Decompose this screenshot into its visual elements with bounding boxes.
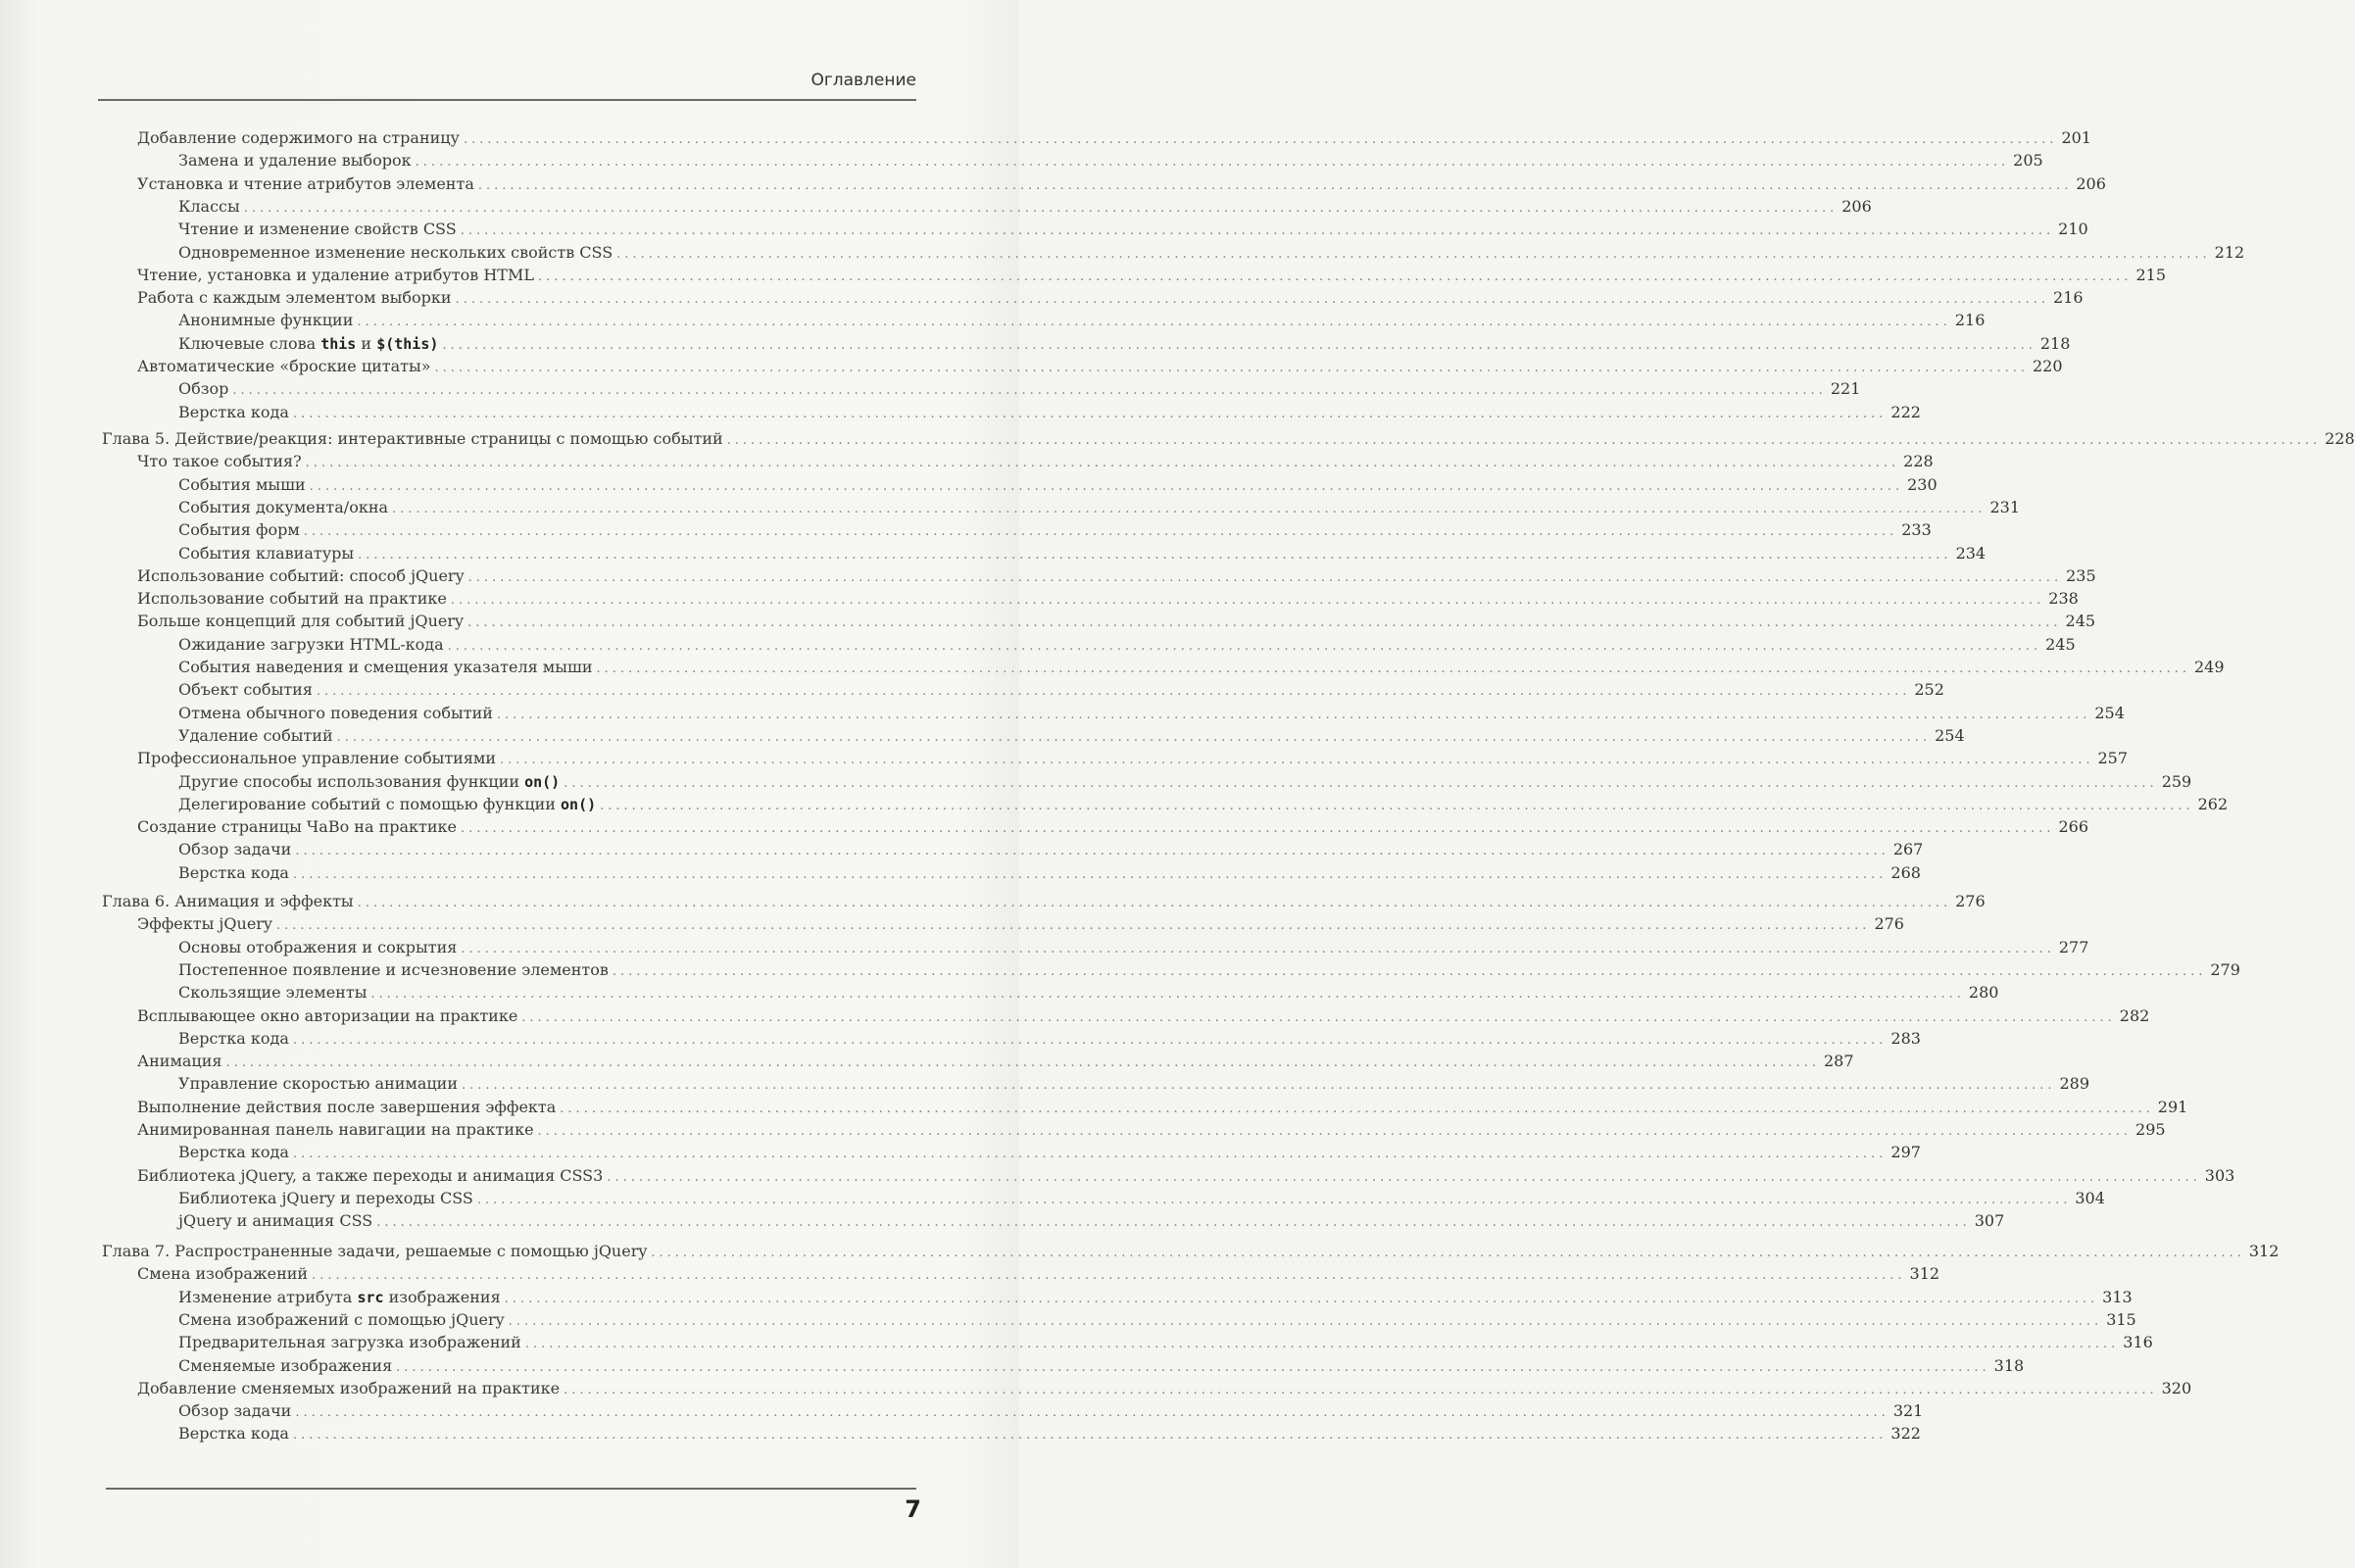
toc-entry-text: Постепенное появление и исчезновение элементов — [178, 959, 609, 979]
toc-dot-leader: ........................................................................................................................................................................................................ — [358, 547, 1952, 563]
toc-entry-text: Эффекты jQuery — [137, 914, 272, 934]
toc-dot-leader: ........................................................................................................................................................................................................ — [292, 1428, 1888, 1444]
toc-entry-title — [178, 241, 613, 264]
toc-entry-text: Работа с каждым элементом выборки — [137, 288, 452, 308]
toc-dot-leader: ........................................................................................................................................................................................................ — [467, 615, 2062, 631]
toc-page-number: 238 — [2048, 589, 2079, 609]
toc-entry-text: Основы отображения и сокрытия — [178, 937, 458, 956]
toc-dot-leader: ........................................................................................................................................................................................................ — [462, 1078, 2056, 1094]
toc-entry-title — [102, 890, 354, 912]
toc-entry-text: Сменяемые изображения — [178, 1355, 393, 1375]
toc-entry-title — [178, 936, 457, 958]
toc-entry-title — [178, 149, 412, 172]
toc-entry-text: Чтение, установка и удаление атрибутов HTML — [137, 265, 534, 284]
toc-entry-title — [178, 518, 300, 541]
toc-page-number: 230 — [1907, 474, 1938, 494]
toc-page-number: 313 — [2102, 1287, 2133, 1306]
toc-entry-text: Создание страницы ЧаВо на практике — [137, 817, 458, 837]
toc-page-number: 276 — [1874, 914, 1904, 934]
toc-page-number: 216 — [2053, 288, 2084, 308]
toc-entry-text: Ожидание загрузки HTML-кода — [178, 634, 444, 654]
toc-page-number: 252 — [1914, 680, 1944, 700]
toc-page-number: 259 — [2161, 771, 2192, 791]
toc-dot-leader: ........................................................................................................................................................................................................ — [616, 246, 2211, 262]
toc-dot-leader: ........................................................................................................................................................................................................ — [726, 433, 2322, 448]
toc-entry-title — [137, 1004, 517, 1027]
toc-dot-leader: ........................................................................................................................................................................................................ — [467, 569, 2063, 585]
toc-entry-code: this — [320, 334, 357, 353]
toc-entry-title — [178, 1399, 291, 1422]
toc-entry-text: Обзор — [178, 379, 229, 399]
toc-dot-leader: ........................................................................................................................................................................................................ — [396, 1359, 1990, 1375]
toc-entry-text: Другие способы использования функции — [178, 771, 525, 791]
toc-subsection — [178, 1187, 2105, 1209]
toc-page-number: 215 — [2135, 265, 2166, 284]
toc-dot-leader: ........................................................................................................................................................................................................ — [392, 501, 1987, 516]
toc-dot-leader: ........................................................................................................................................................................................................ — [508, 1313, 2103, 1329]
toc-entry-title — [178, 1422, 289, 1445]
toc-dot-leader: ........................................................................................................................................................................................................ — [564, 775, 2158, 791]
toc-dot-leader: ........................................................................................................................................................................................................ — [312, 1268, 1906, 1284]
toc-page-number: 245 — [2065, 612, 2096, 631]
toc-subsection — [178, 770, 2192, 793]
toc-subsection — [178, 793, 2229, 815]
toc-entry-title — [178, 1331, 521, 1353]
toc-entry-title — [178, 1027, 289, 1050]
toc-section — [137, 564, 2096, 587]
toc-page-number: 206 — [1841, 196, 1872, 216]
toc-page-number: 316 — [2123, 1333, 2153, 1352]
toc-subsection — [178, 1141, 1921, 1163]
toc-page-number: 287 — [1823, 1052, 1854, 1071]
toc-entry-text: Чтение и изменение свойств CSS — [178, 220, 457, 239]
toc-dot-leader: ........................................................................................................................................................................................................ — [537, 1124, 2133, 1139]
toc-entry-title — [178, 958, 609, 981]
toc-page-number: 289 — [2059, 1074, 2090, 1094]
toc-dot-leader: ........................................................................................................................................................................................................ — [292, 866, 1888, 882]
toc-entry-text: Делегирование событий с помощью функции — [178, 794, 562, 813]
toc-dot-leader: ........................................................................................................................................................................................................ — [292, 1032, 1888, 1048]
toc-entry-title — [137, 587, 447, 610]
toc-dot-leader: ........................................................................................................................................................................................................ — [243, 200, 1839, 216]
toc-page-number: 277 — [2058, 937, 2089, 956]
toc-entry-title — [178, 656, 593, 678]
toc-page-number: 220 — [2033, 357, 2063, 375]
toc-page-number: 210 — [2058, 220, 2088, 239]
toc-entry-title — [137, 286, 452, 309]
toc-subsection — [178, 1286, 2133, 1308]
toc-page-number: 233 — [1901, 520, 1932, 540]
toc-dot-leader: ........................................................................................................................................................................................................ — [607, 1169, 2201, 1185]
toc-entry-text: Использование событий: способ jQuery — [137, 565, 465, 585]
toc-entry-text: изображения — [383, 1287, 501, 1306]
running-head: Оглавление — [810, 71, 916, 90]
toc-entry-text: Добавление сменяемых изображений на практике — [137, 1378, 561, 1397]
toc-entry-title — [137, 264, 534, 286]
toc-entry-text: Предварительная загрузка изображений — [178, 1333, 521, 1352]
toc-section — [137, 1164, 2235, 1187]
toc-section — [137, 1262, 1940, 1285]
toc-entry-title — [178, 702, 493, 724]
toc-section — [137, 355, 2063, 377]
toc-entry-text: Смена изображений — [137, 1264, 309, 1284]
toc-page-number: 222 — [1890, 402, 1921, 421]
toc-dot-leader: ........................................................................................................................................................................................................ — [295, 844, 1889, 859]
toc-dot-leader: ........................................................................................................................................................................................................ — [537, 269, 2133, 284]
toc-page-number: 315 — [2106, 1309, 2136, 1329]
toc-page-number: 267 — [1892, 840, 1924, 859]
toc-page-number: 206 — [2076, 173, 2106, 193]
toc-dot-leader: ........................................................................................................................................................................................................ — [336, 729, 1932, 745]
toc-subsection — [178, 241, 2245, 264]
toc-entry-text: Управление скоростью анимации — [178, 1074, 459, 1094]
toc-entry-code: on() — [524, 772, 561, 791]
toc-subsection — [178, 678, 1944, 701]
toc-dot-leader: ........................................................................................................................................................................................................ — [461, 821, 2055, 837]
toc-entry-title — [137, 610, 464, 632]
toc-entry-title — [178, 218, 457, 240]
toc-dot-leader: ........................................................................................................................................................................................................ — [500, 753, 2094, 768]
toc-subsection — [178, 958, 2240, 981]
toc-subsection — [178, 981, 1999, 1004]
toc-entry-title — [137, 1262, 308, 1285]
toc-page-number: 312 — [2248, 1242, 2280, 1260]
toc-dot-leader: ........................................................................................................................................................................................................ — [460, 223, 2055, 239]
toc-entry-title — [178, 542, 354, 564]
toc-entry-text: События мыши — [178, 474, 306, 494]
toc-page-number: 279 — [2210, 959, 2240, 979]
toc-subsection — [178, 1331, 2153, 1353]
toc-entry-title — [137, 355, 431, 377]
toc-entry-text: Анимированная панель навигации на практике — [137, 1120, 534, 1139]
toc-page-number: 234 — [1955, 543, 1987, 563]
toc-entry-text: События форм — [178, 520, 300, 540]
toc-page-number: 221 — [1830, 379, 1861, 399]
footer-rule — [106, 1488, 916, 1490]
toc-subsection — [178, 218, 2088, 240]
toc-entry-text: Глава 6. Анимация и эффекты — [102, 892, 354, 910]
toc-entry-title — [178, 377, 228, 400]
toc-page-number: 249 — [2194, 658, 2225, 676]
toc-entry-title — [178, 724, 333, 747]
toc-page-number: 295 — [2135, 1120, 2166, 1139]
toc-entry-title — [178, 633, 444, 656]
toc-entry-title — [178, 496, 388, 518]
toc-section — [137, 172, 2106, 195]
toc-entry-text: и — [356, 333, 377, 353]
toc-section — [137, 126, 2091, 149]
toc-page-number: 321 — [1892, 1401, 1924, 1421]
toc-subsection — [178, 195, 1872, 218]
toc-entry-text: Глава 7. Распространенные задачи, решаемые с помощью jQuery — [102, 1242, 648, 1260]
toc-dot-leader: ........................................................................................................................................................................................................ — [504, 1291, 2099, 1306]
toc-entry-title — [137, 126, 460, 149]
toc-entry-text: Что такое события? — [137, 452, 302, 471]
toc-dot-leader: ........................................................................................................................................................................................................ — [303, 524, 1898, 540]
toc-page-number: 297 — [1890, 1143, 1921, 1162]
toc-page-number: 218 — [2039, 333, 2071, 353]
toc-dot-leader: ........................................................................................................................................................................................................ — [564, 1382, 2158, 1397]
toc-dot-leader: ........................................................................................................................................................................................................ — [415, 155, 2010, 171]
toc-entry-title — [178, 838, 291, 860]
toc-section — [137, 587, 2079, 610]
toc-subsection — [178, 861, 1921, 884]
toc-page-number: 216 — [1954, 311, 1986, 330]
toc-entry-title — [137, 1118, 534, 1141]
toc-entry-title — [137, 1164, 603, 1187]
toc-entry-text: Автоматические «броские цитаты» — [137, 357, 431, 375]
toc-page-number: 254 — [1935, 725, 1965, 745]
toc-page-number: 228 — [2325, 429, 2355, 448]
toc-page-number: 231 — [1989, 497, 2021, 516]
toc-dot-leader: ........................................................................................................................................................................................................ — [600, 798, 2194, 813]
toc-chapter — [102, 427, 2355, 450]
toc-entry-text: Всплывающее окно авторизации на практике — [137, 1005, 518, 1025]
toc-entry-text: Верстка кода — [178, 862, 289, 882]
toc-entry-text: Верстка кода — [178, 1424, 289, 1444]
toc-page-number: 228 — [1903, 452, 1934, 471]
toc-page-number: 205 — [2013, 151, 2043, 171]
toc-page-number: 322 — [1890, 1424, 1921, 1444]
toc-page-number: 245 — [2045, 634, 2076, 654]
toc-entry-title — [178, 401, 289, 423]
toc-entry-code: src — [357, 1288, 384, 1306]
toc-entry-title — [178, 981, 367, 1004]
toc-page-number: 304 — [2075, 1188, 2105, 1207]
toc-dot-leader: ........................................................................................................................................................................................................ — [442, 337, 2036, 353]
toc-section — [137, 747, 2129, 769]
toc-page-number: 201 — [2061, 128, 2091, 147]
toc-section — [137, 1377, 2192, 1399]
toc-dot-leader: ........................................................................................................................................................................................................ — [309, 478, 1904, 494]
toc-dot-leader: ........................................................................................................................................................................................................ — [295, 1405, 1889, 1421]
toc-dot-leader: ........................................................................................................................................................................................................ — [434, 361, 2029, 375]
toc-entry-text: Смена изображений с помощью jQuery — [178, 1309, 505, 1329]
toc-entry-text: События документа/окна — [178, 497, 389, 516]
toc-entry-title — [137, 450, 302, 472]
toc-subsection — [178, 633, 2076, 656]
toc-entry-title — [102, 427, 723, 450]
toc-entry-text: Верстка кода — [178, 1143, 289, 1162]
toc-entry-text: Анимация — [137, 1052, 222, 1071]
toc-entry-title — [137, 912, 272, 935]
toc-dot-leader: ........................................................................................................................................................................................................ — [596, 662, 2190, 676]
toc-entry-text: Обзор задачи — [178, 1401, 292, 1421]
toc-entry-title — [178, 1072, 458, 1095]
toc-entry-title — [178, 309, 353, 331]
toc-dot-leader: ........................................................................................................................................................................................................ — [357, 896, 1952, 910]
toc-subsection — [178, 401, 1921, 423]
toc-chapter — [102, 1240, 2280, 1262]
toc-entry-text: Обзор задачи — [178, 840, 292, 859]
toc-subsection — [178, 309, 1986, 331]
toc-entry-text: Замена и удаление выборок — [178, 151, 412, 171]
toc-entry-title — [137, 1050, 221, 1072]
toc-entry-title — [137, 1377, 560, 1399]
toc-page-number: 266 — [2058, 817, 2089, 837]
toc-entry-text: Использование событий на практике — [137, 589, 447, 609]
toc-subsection — [178, 656, 2225, 678]
toc-entry-title — [178, 1141, 289, 1163]
toc-entry-text: jQuery и анимация CSS — [178, 1211, 373, 1231]
toc-dot-leader: ........................................................................................................................................................................................................ — [447, 638, 2042, 654]
toc-entry-text: Библиотека jQuery и переходы CSS — [178, 1188, 473, 1207]
toc-entry-text: Изменение атрибута — [178, 1287, 358, 1306]
toc-chapter — [102, 890, 1986, 912]
toc-section — [137, 1118, 2166, 1141]
toc-entry-title — [178, 1308, 505, 1331]
toc-dot-leader: ........................................................................................................................................................................................................ — [450, 593, 2045, 609]
toc-dot-leader: ........................................................................................................................................................................................................ — [463, 132, 2058, 147]
toc-dot-leader: ........................................................................................................................................................................................................ — [477, 177, 2073, 193]
toc-page-number: 291 — [2157, 1097, 2188, 1116]
toc-dot-leader: ........................................................................................................................................................................................................ — [524, 1337, 2120, 1352]
toc-dot-leader: ........................................................................................................................................................................................................ — [476, 1192, 2072, 1207]
toc-entry-title — [137, 564, 465, 587]
toc-subsection — [178, 518, 1932, 541]
toc-entry-text: Одновременное изменение нескольких свойств CSS — [178, 242, 613, 262]
toc-section — [137, 912, 1904, 935]
toc-subsection — [178, 1354, 2025, 1377]
toc-page-number: 235 — [2066, 565, 2096, 585]
toc-page-number: 312 — [1909, 1264, 1940, 1284]
toc-dot-leader: ........................................................................................................................................................................................................ — [455, 292, 2050, 308]
toc-page-number: 268 — [1890, 862, 1921, 882]
toc-subsection — [178, 377, 1861, 400]
toc-entry-text: Удаление событий — [178, 725, 333, 745]
toc-dot-leader: ........................................................................................................................................................................................................ — [612, 963, 2207, 979]
toc-entry-text: Глава 5. Действие/реакция: интерактивные страницы с помощью событий — [102, 429, 723, 448]
toc-section — [137, 1004, 2150, 1027]
toc-subsection — [178, 1209, 2005, 1232]
toc-subsection — [178, 1308, 2136, 1331]
toc-page-number: 257 — [2097, 749, 2129, 768]
toc-dot-leader: ........................................................................................................................................................................................................ — [370, 987, 1965, 1003]
toc-subsection — [178, 838, 1924, 860]
toc-subsection — [178, 702, 2125, 724]
toc-entry-text: Объект события — [178, 680, 313, 700]
toc-page-number: 307 — [1974, 1211, 2005, 1231]
toc-entry-text: Ключевые слова — [178, 333, 321, 353]
toc-entry-text: Выполнение действия после завершения эффекта — [137, 1097, 557, 1116]
toc-entry-text: Анонимные функции — [178, 311, 354, 330]
toc-entry-text: Установка и чтение атрибутов элемента — [137, 173, 474, 193]
toc-entry-title — [178, 793, 596, 816]
toc-page-number: 320 — [2161, 1378, 2192, 1397]
toc-dot-leader: ........................................................................................................................................................................................................ — [305, 456, 1900, 471]
toc-subsection — [178, 496, 2021, 518]
toc-entry-title — [178, 1354, 392, 1377]
toc-subsection — [178, 473, 1938, 496]
toc-section — [137, 610, 2096, 632]
toc-dot-leader: ........................................................................................................................................................................................................ — [232, 383, 1827, 399]
toc-dot-leader: ........................................................................................................................................................................................................ — [651, 1246, 2245, 1260]
toc-subsection — [178, 1027, 1921, 1050]
toc-entry-text: Добавление содержимого на страницу — [137, 128, 460, 147]
toc-entry-text: Отмена обычного поведения событий — [178, 703, 493, 722]
toc-dot-leader: ........................................................................................................................................................................................................ — [461, 941, 2055, 956]
toc-entry-title — [178, 861, 289, 884]
toc-entry-text: Профессиональное управление событиями — [137, 749, 497, 768]
toc-dot-leader: ........................................................................................................................................................................................................ — [292, 1147, 1888, 1162]
toc-section — [137, 1096, 2188, 1118]
toc-entry-title — [137, 815, 457, 838]
toc-entry-title — [137, 172, 474, 195]
toc-page-number: 262 — [2197, 794, 2229, 813]
toc-entry-title — [137, 1096, 556, 1118]
toc-dot-leader: ........................................................................................................................................................................................................ — [521, 1009, 2116, 1025]
toc-dot-leader: ........................................................................................................................................................................................................ — [560, 1101, 2154, 1116]
toc-dot-leader: ........................................................................................................................................................................................................ — [275, 918, 1871, 934]
toc-dot-leader: ........................................................................................................................................................................................................ — [225, 1055, 1820, 1071]
toc-section — [137, 1050, 1854, 1072]
toc-page-number: 212 — [2214, 242, 2245, 262]
toc-section — [137, 264, 2166, 286]
toc-subsection — [178, 1422, 1921, 1445]
toc-entry-title — [178, 332, 438, 356]
toc-page-number: 280 — [1968, 983, 1999, 1003]
toc-subsection — [178, 149, 2043, 172]
toc-subsection — [178, 1072, 2090, 1095]
toc-subsection — [178, 936, 2089, 958]
toc-entry-text: Верстка кода — [178, 402, 289, 421]
toc-entry-text: Верстка кода — [178, 1028, 289, 1048]
toc-entry-text: События наведения и смещения указателя мыши — [178, 658, 593, 676]
toc-section — [137, 286, 2084, 309]
toc-page-number: 276 — [1955, 892, 1986, 910]
toc-entry-title — [178, 473, 306, 496]
toc-entry-title — [178, 1209, 372, 1232]
toc-page-number: 303 — [2204, 1165, 2235, 1185]
toc-entry-text: Больше концепций для событий jQuery — [137, 612, 465, 631]
toc-dot-leader: ........................................................................................................................................................................................................ — [316, 684, 1911, 700]
toc-entry-title — [178, 770, 560, 794]
toc-subsection — [178, 724, 1965, 747]
toc-subsection — [178, 542, 1987, 564]
toc-dot-leader: ........................................................................................................................................................................................................ — [357, 315, 1951, 330]
toc-entry-text: Классы — [178, 196, 240, 216]
toc-entry-text: Библиотека jQuery, а также переходы и анимация CSS3 — [137, 1165, 604, 1185]
toc-entry-title — [137, 747, 496, 769]
toc-section — [137, 450, 1934, 472]
toc-entry-text: Скользящие элементы — [178, 983, 368, 1003]
toc-entry-title — [102, 1240, 647, 1262]
toc-entry-code: $(this) — [376, 334, 439, 353]
toc-dot-leader: ........................................................................................................................................................................................................ — [496, 707, 2091, 722]
toc-entry-text: События клавиатуры — [178, 543, 355, 563]
toc-entry-title — [178, 1187, 473, 1209]
toc-subsection — [178, 1399, 1924, 1422]
toc-entry-title — [178, 1286, 501, 1309]
toc-page-number: 283 — [1890, 1028, 1921, 1048]
toc-entry-code: on() — [561, 795, 597, 813]
toc-entry-title — [178, 195, 240, 218]
toc-dot-leader: ........................................................................................................................................................................................................ — [376, 1215, 1971, 1231]
toc-dot-leader: ........................................................................................................................................................................................................ — [292, 406, 1888, 421]
page-number: 7 — [905, 1495, 921, 1523]
toc-subsection — [178, 332, 2071, 355]
toc-page-number: 254 — [2094, 703, 2125, 722]
toc-page-number: 318 — [1993, 1355, 2025, 1375]
toc-page-number: 282 — [2119, 1005, 2150, 1025]
toc-section — [137, 815, 2089, 838]
toc-entry-title — [178, 678, 313, 701]
